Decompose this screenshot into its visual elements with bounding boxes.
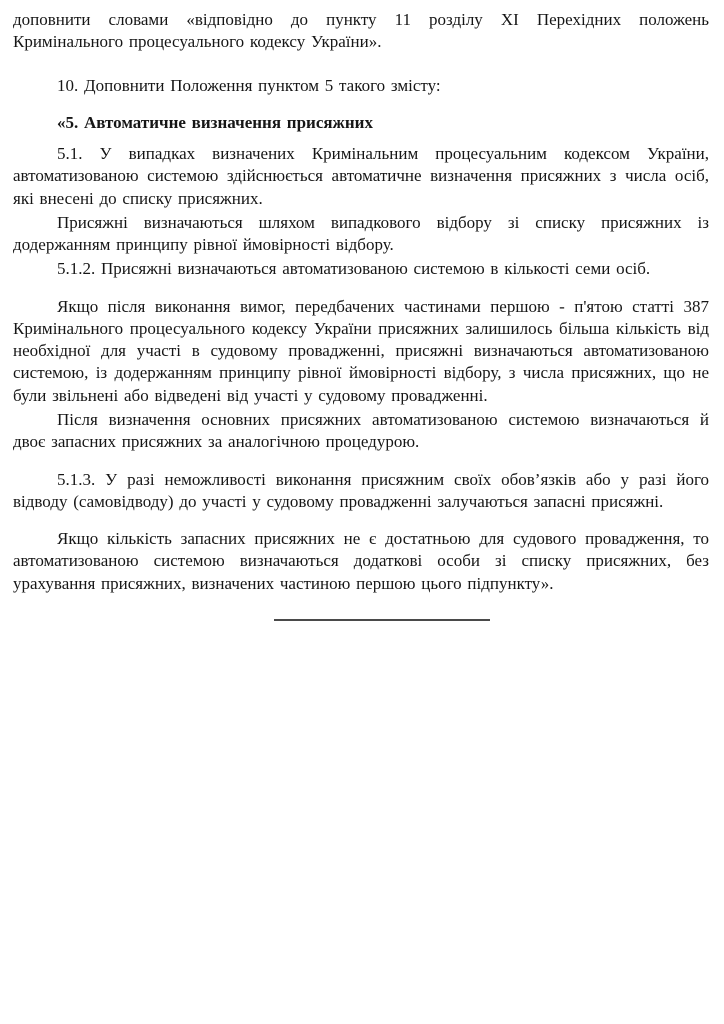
end-of-text-line [274, 619, 490, 621]
paragraph-random-selection: Присяжні визначаються шляхом випадкового відбору зі списку присяжних із додержанням принципу рівної ймовірності відбору. [13, 212, 709, 255]
paragraph-item-10: 10. Доповнити Положення пунктом 5 такого змісту: [57, 75, 441, 95]
paragraph-reserve-jurors: Після визначення основних присяжних автоматизованою системою визначаються й двоє запасних присяжних за аналогічною процедурою. [13, 409, 709, 452]
paragraph-5-1-2: 5.1.2. Присяжні визначаються автоматизованою системою в кількості семи осіб. [57, 259, 651, 279]
paragraph-5-1: 5.1. У випадках визначених Кримінальним процесуальним кодексом України, автоматизованою системою здійснюється автоматичне визначення присяжних з числа осіб, які внесені до списку присяжних. [13, 144, 709, 208]
paragraph-article-387: Якщо після виконання вимог, передбачених частинами першою - п'ятою статті 387 Кримінального процесуального кодексу України присяжних залишилось більша кількість від необхідної для участі в судовому провадженні, присяжні визначаються автоматизованою системою, із додержанням принципу рівної ймовірності відбору, з числа присяжних, що не були звільнені або відведені від участі у судовому провадженні. [13, 296, 709, 405]
paragraph-amendment-words: доповнити словами «відповідно до пункту 11 розділу XI Перехідних положень Кримінального процесуального кодексу України». [13, 10, 709, 52]
paragraph-5-1-3: 5.1.3. У разі неможливості виконання присяжним своїх обов’язків або у разі його відводу (самовідводу) до участі у судовому провадженні залучаються запасні присяжні. [13, 469, 709, 511]
section-heading-automatic-jury-selection: «5. Автоматичне визначення присяжних [57, 112, 373, 132]
paragraph-additional-persons: Якщо кількість запасних присяжних не є достатньою для судового провадження, то автоматизованою системою визначаються додаткові особи зі списку присяжних, без урахування присяжних, визначених частиною першою цього підпункту». [13, 529, 709, 593]
